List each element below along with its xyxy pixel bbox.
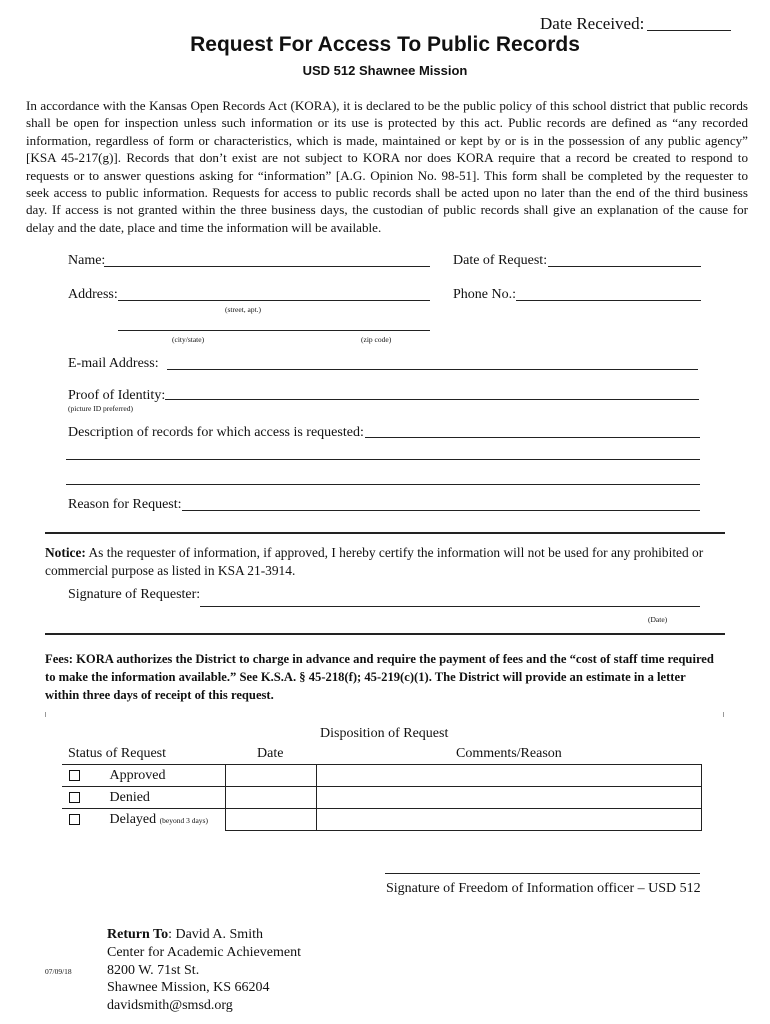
intro-paragraph: In accordance with the Kansas Open Records Act (KORA), it is declared to be the public policy of this school district that public records shall be open for inspection unless such information or its use is protected by this act. Public records are defined as “any recorded information, regardless of form or characteristics, which is made, maintained or kept by or is in the possession of any public agency” [KSA 45-217(g)]. Records that don’t exist are not subject to KORA nor does KORA require that a record be created to respond to requests or to answer questions asking for “information” [A.G. Opinion No. 98-51]. This form shall be completed by the requester to seek access to public information. Requests for access to public records shall be acted upon no later than the end of the third business day. If access is not granted within the three business days, the custodian of public records shall give an explanation of the cause for delay and the date, place and time the information will be available. <box>26 98 748 235</box>
name-field[interactable] <box>104 266 430 267</box>
date-of-request-label: Date of Request: <box>453 253 548 268</box>
proof-hint: (picture ID preferred) <box>68 404 133 413</box>
comments-cell[interactable] <box>317 787 702 809</box>
notice-bold-label: Notice: <box>45 545 86 560</box>
description-label: Description of records for which access is requested: <box>68 425 364 440</box>
date-received-field[interactable] <box>647 30 731 31</box>
description-field-line-1[interactable] <box>365 437 700 438</box>
notice-paragraph <box>45 544 705 579</box>
date-cell[interactable] <box>226 765 317 787</box>
disposition-heading: Disposition of Request <box>320 726 449 741</box>
date-column-header: Date <box>257 746 284 761</box>
return-to-line: Center for Academic Achievement <box>107 944 301 960</box>
date-cell[interactable] <box>226 787 317 809</box>
return-to-label: Return To <box>107 927 169 942</box>
return-to-name: : David A. Smith <box>168 927 263 942</box>
officer-signature-field[interactable] <box>385 873 700 874</box>
date-received-label: Date Received: <box>540 14 645 33</box>
email-label: E-mail Address: <box>68 356 159 371</box>
signature-date-hint: (Date) <box>648 615 668 624</box>
requester-signature-label: Signature of Requester: <box>68 587 201 602</box>
officer-signature-label: Signature of Freedom of Information officer – USD 512 <box>386 881 701 896</box>
table-row <box>62 809 702 831</box>
status-cell <box>62 787 226 809</box>
return-to-line: 8200 W. 71st St. <box>107 962 200 978</box>
address-city-zip-field[interactable] <box>118 330 430 331</box>
section-divider <box>45 532 725 534</box>
return-to-email[interactable]: davidsmith@smsd.org <box>107 998 233 1014</box>
reason-field[interactable] <box>182 510 700 511</box>
status-cell <box>62 809 226 831</box>
table-row <box>62 765 702 787</box>
fees-paragraph: Fees: KORA authorizes the District to charge in advance and require the payment of fees and the “cost of staff time required to make the information available.” See K.S.A. § 45-218(f); 45-219(c)(1). The District will provide an estimate in a letter within three days of receipt of this request. <box>45 652 714 702</box>
status-cell <box>62 765 226 787</box>
status-column-header: Status of Request <box>68 746 166 761</box>
approved-checkbox[interactable] <box>69 770 80 781</box>
margin-tick-left <box>45 712 46 717</box>
street-hint: (street, apt.) <box>225 305 262 314</box>
phone-field[interactable] <box>516 300 701 301</box>
address-street-field[interactable] <box>118 300 430 301</box>
table-row <box>62 787 702 809</box>
status-label: Denied <box>109 789 150 805</box>
return-to-name-line <box>107 926 301 944</box>
margin-tick-right <box>723 712 724 717</box>
date-of-request-field[interactable] <box>548 266 701 267</box>
name-label: Name: <box>68 253 106 268</box>
delayed-note: (beyond 3 days) <box>159 815 208 825</box>
return-to-block <box>107 926 301 1015</box>
proof-of-identity-field[interactable] <box>165 399 699 400</box>
comments-cell[interactable] <box>317 809 702 831</box>
phone-label: Phone No.: <box>453 287 516 302</box>
description-field-line-2[interactable] <box>66 459 700 460</box>
delayed-checkbox[interactable] <box>69 814 80 825</box>
status-label: Approved <box>109 767 166 783</box>
form-revision-date: 07/09/18 <box>45 967 72 976</box>
section-divider <box>45 633 725 635</box>
proof-of-identity-label: Proof of Identity: <box>68 388 166 403</box>
address-label: Address: <box>68 287 118 302</box>
page-title: Request For Access To Public Records <box>190 33 580 56</box>
description-field-line-3[interactable] <box>66 484 700 485</box>
status-label: Delayed <box>109 811 157 827</box>
city-state-hint: (city/state) <box>172 335 205 344</box>
comments-column-header: Comments/Reason <box>456 746 562 761</box>
comments-cell[interactable] <box>317 765 702 787</box>
denied-checkbox[interactable] <box>69 792 80 803</box>
requester-signature-field[interactable] <box>200 606 700 607</box>
return-to-line: Shawnee Mission, KS 66204 <box>107 980 270 996</box>
date-cell[interactable] <box>226 809 317 831</box>
disposition-table <box>62 764 702 831</box>
reason-label: Reason for Request: <box>68 497 182 512</box>
email-field[interactable] <box>167 369 698 370</box>
notice-text: As the requester of information, if approved, I hereby certify the information will not be used for any prohibited or commercial purpose as listed in KSA 21-3914. <box>45 545 704 578</box>
page-subtitle: USD 512 Shawnee Mission <box>302 63 468 78</box>
zip-code-hint: (zip code) <box>361 335 392 344</box>
